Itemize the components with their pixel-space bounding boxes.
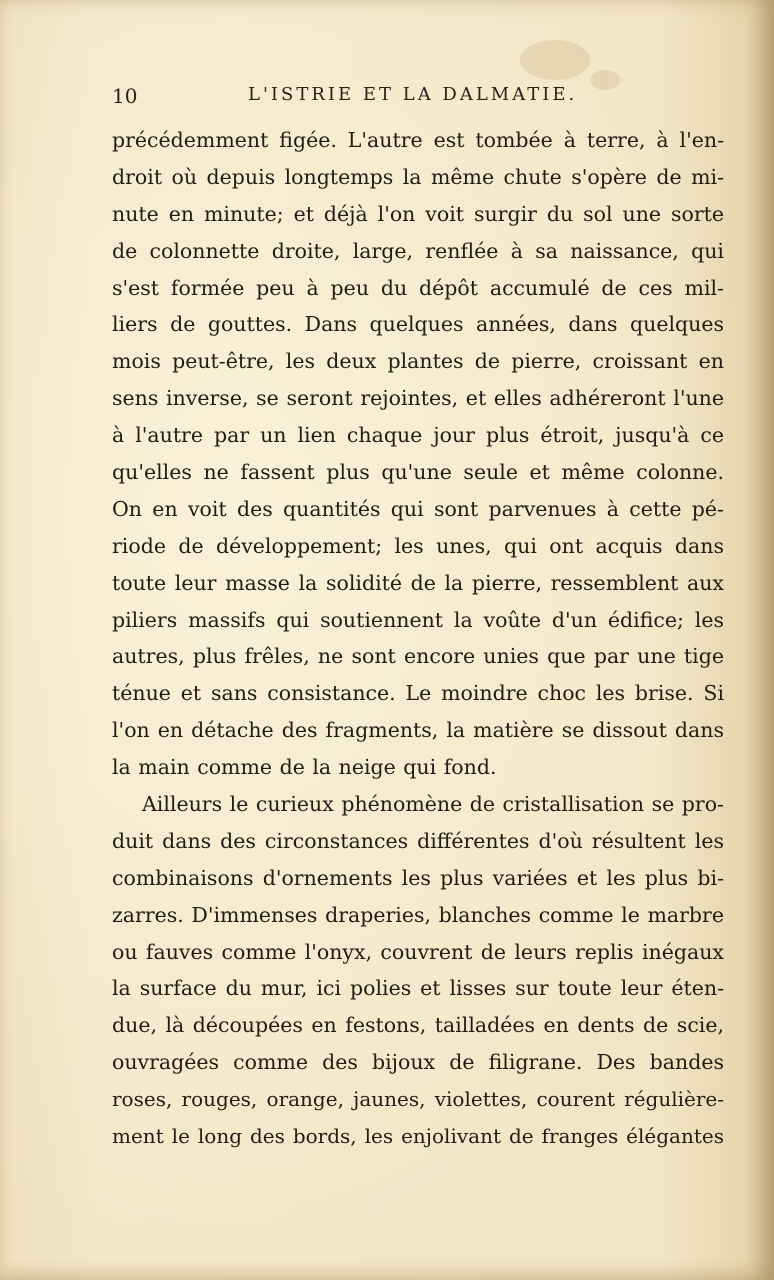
text-line: riode de développement; les unes, qui ont acquis dans bbox=[112, 533, 724, 558]
text-line: ment le long des bords, les enjolivant de franges élégantes bbox=[112, 1124, 724, 1149]
text-line: due, là découpées en festons, tailladées en dents de scie, bbox=[112, 1013, 724, 1038]
text-line: ouvragées comme des bijoux de filigrane. Des bandes bbox=[112, 1050, 724, 1075]
text-line: roses, rouges, orange, jaunes, violettes, courent régulière- bbox=[112, 1087, 724, 1112]
text-line: l'on en détache des fragments, la matière se dissout dans bbox=[112, 718, 724, 743]
text-line: ténue et sans consistance. Le moindre choc les brise. Si bbox=[112, 681, 724, 706]
text-line: liers de gouttes. Dans quelques années, dans quelques bbox=[112, 312, 724, 337]
text-line: duit dans des circonstances différentes d'où résultent les bbox=[112, 828, 724, 853]
text-line: droit où depuis longtemps la même chute s'opère de mi- bbox=[112, 164, 724, 189]
text-line: ou fauves comme l'onyx, couvrent de leurs replis inégaux bbox=[112, 939, 724, 964]
page-header bbox=[112, 82, 722, 112]
text-line: qu'elles ne fassent plus qu'une seule et même colonne. bbox=[112, 460, 724, 485]
text-line: de colonnette droite, large, renflée à sa naissance, qui bbox=[112, 238, 724, 263]
text-line: On en voit des quantités qui sont parvenues à cette pé- bbox=[112, 496, 724, 521]
text-line: à l'autre par un lien chaque jour plus étroit, jusqu'à ce bbox=[112, 423, 724, 448]
text-line: zarres. D'immenses draperies, blanches comme le marbre bbox=[112, 902, 724, 927]
text-line: précédemment figée. L'autre est tombée à terre, à l'en- bbox=[112, 128, 724, 152]
page-number: 10 bbox=[112, 84, 138, 108]
body-text bbox=[112, 122, 724, 1155]
running-head: L'ISTRIE ET LA DALMATIE. bbox=[248, 84, 578, 105]
text-line: la surface du mur, ici polies et lisses sur toute leur éten- bbox=[112, 976, 724, 1001]
text-line: toute leur masse la solidité de la pierre, ressemblent aux bbox=[112, 570, 724, 595]
text-line: la main comme de la neige qui fond. bbox=[112, 755, 497, 780]
text-line: nute en minute; et déjà l'on voit surgir du sol une sorte bbox=[112, 201, 724, 226]
text-line: s'est formée peu à peu du dépôt accumulé de ces mil- bbox=[112, 275, 724, 300]
text-line: autres, plus frêles, ne sont encore unies que par une tige bbox=[112, 644, 724, 669]
paragraph bbox=[112, 786, 724, 1155]
text-line: sens inverse, se seront rejointes, et elles adhéreront l'une bbox=[112, 386, 724, 411]
text-line: piliers massifs qui soutiennent la voûte d'un édifice; les bbox=[112, 607, 724, 632]
text-line: combinaisons d'ornements les plus variées et les plus bi- bbox=[112, 865, 724, 890]
text-line: mois peut-être, les deux plantes de pierre, croissant en bbox=[112, 349, 724, 374]
paper-stain bbox=[520, 40, 590, 80]
text-line: Ailleurs le curieux phénomène de cristallisation se pro- bbox=[142, 792, 724, 817]
paragraph bbox=[112, 122, 724, 786]
